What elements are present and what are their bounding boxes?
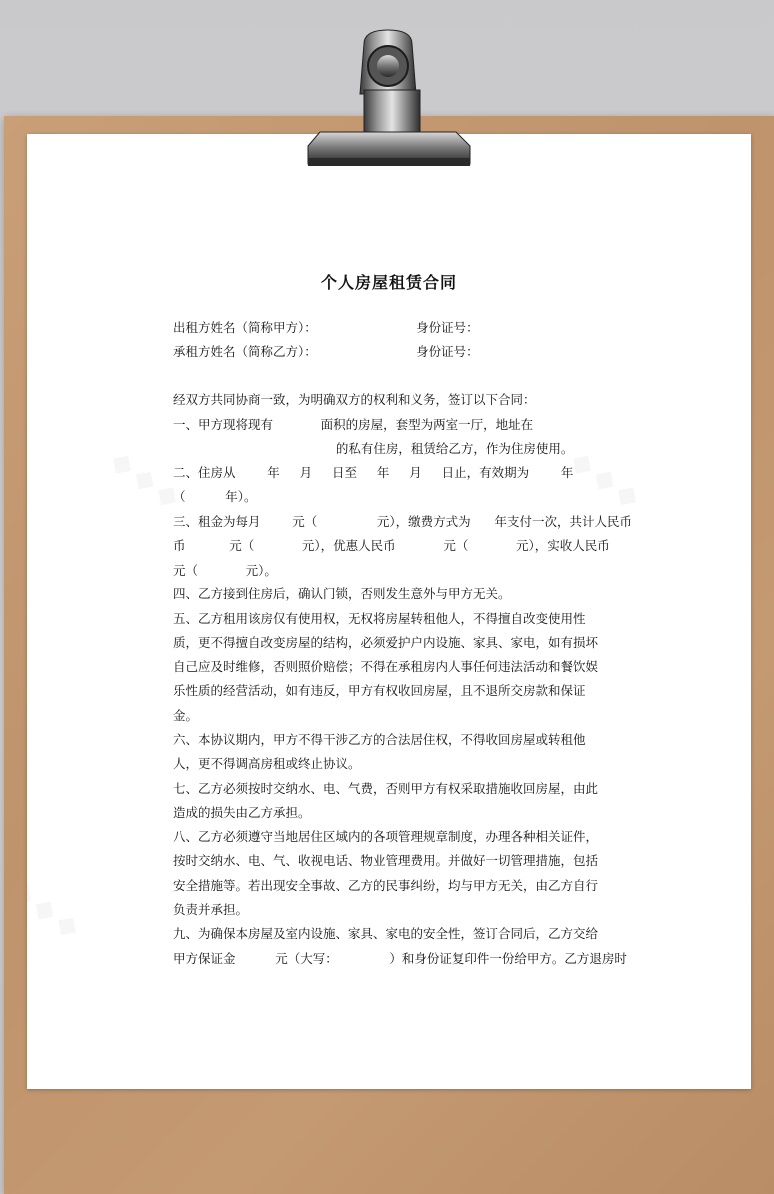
text-line: 造成的损失由乙方承担。: [173, 805, 311, 820]
text-line: 九、为确保本房屋及室内设施、家具、家电的安全性，签订合同后，乙方交给: [173, 926, 599, 941]
text-line: 经双方共同协商一致，为明确双方的权利和义务，签订以下合同：: [173, 392, 536, 407]
text-line: 五、乙方租用该房仅有使用权，无权将房屋转租他人，不得擅自改变使用性: [173, 611, 586, 626]
text-line: 四、乙方接到住房后，确认门锁，否则发生意外与甲方无关。: [173, 586, 511, 601]
text-line: 三、租金为每月 元（ 元），缴费方式为 年支付一次，共计人民币: [173, 514, 632, 529]
text-line: 负责并承担。: [173, 902, 249, 917]
text-line: 安全措施等。若出现安全事故、乙方的民事纠纷，均与甲方无关，由乙方自行: [173, 878, 599, 893]
text-line: 人，更不得调高房租或终止协议。: [173, 756, 361, 771]
text-line: 二、住房从 年 月 日至 年 月 日止，有效期为 年: [173, 465, 574, 480]
text-line: 八、乙方必须遵守当地居住区域内的各项管理规章制度，办理各种相关证件，: [173, 829, 599, 844]
text-line: 质，更不得擅自改变房屋的结构，必须爱护户内设施、家具、家电，如有损坏: [173, 635, 599, 650]
text-line: 六、本协议期内，甲方不得干涉乙方的合法居住权，不得收回房屋或转租他: [173, 732, 586, 747]
text-line: 金。: [173, 708, 199, 723]
text-line: 乐性质的经营活动，如有违反，甲方有权收回房屋，且不退所交房款和保证: [173, 683, 586, 698]
text-line: 甲方保证金 元（大写： ）和身份证复印件一份给甲方。乙方退房时: [173, 951, 627, 966]
text-line: 出租方姓名（简称甲方）： 身份证号：: [173, 320, 479, 335]
contract-title: 个人房屋租赁合同: [320, 273, 457, 292]
text-line: 一、甲方现将现有 面积的房屋，套型为两室一厅，地址在: [173, 417, 534, 432]
text-line: 币 元（ 元），优惠人民币 元（ 元），实收人民币: [173, 538, 610, 553]
watermark: [27, 873, 92, 947]
text-line: （ 年）。: [173, 489, 257, 504]
contract-page: [27, 134, 751, 1089]
text-line: 承租方姓名（简称乙方）： 身份证号：: [173, 344, 479, 359]
text-line: 七、乙方必须按时交纳水、电、气费，否则甲方有权采取措施收回房屋，由此: [173, 781, 599, 796]
text-line: 元（ 元）。: [173, 563, 277, 578]
watermark: [565, 443, 652, 517]
text-line: 按时交纳水、电、气、收视电话、物业管理费用。并做好一切管理措施，包括: [173, 853, 599, 868]
text-line: 的私有住房，租赁给乙方，作为住房使用。: [173, 441, 574, 456]
binder-clip-icon: [298, 24, 478, 180]
text-line: 自己应及时维修，否则照价赔偿；不得在承租房内人事任何违法活动和餐饮娱: [173, 659, 599, 674]
